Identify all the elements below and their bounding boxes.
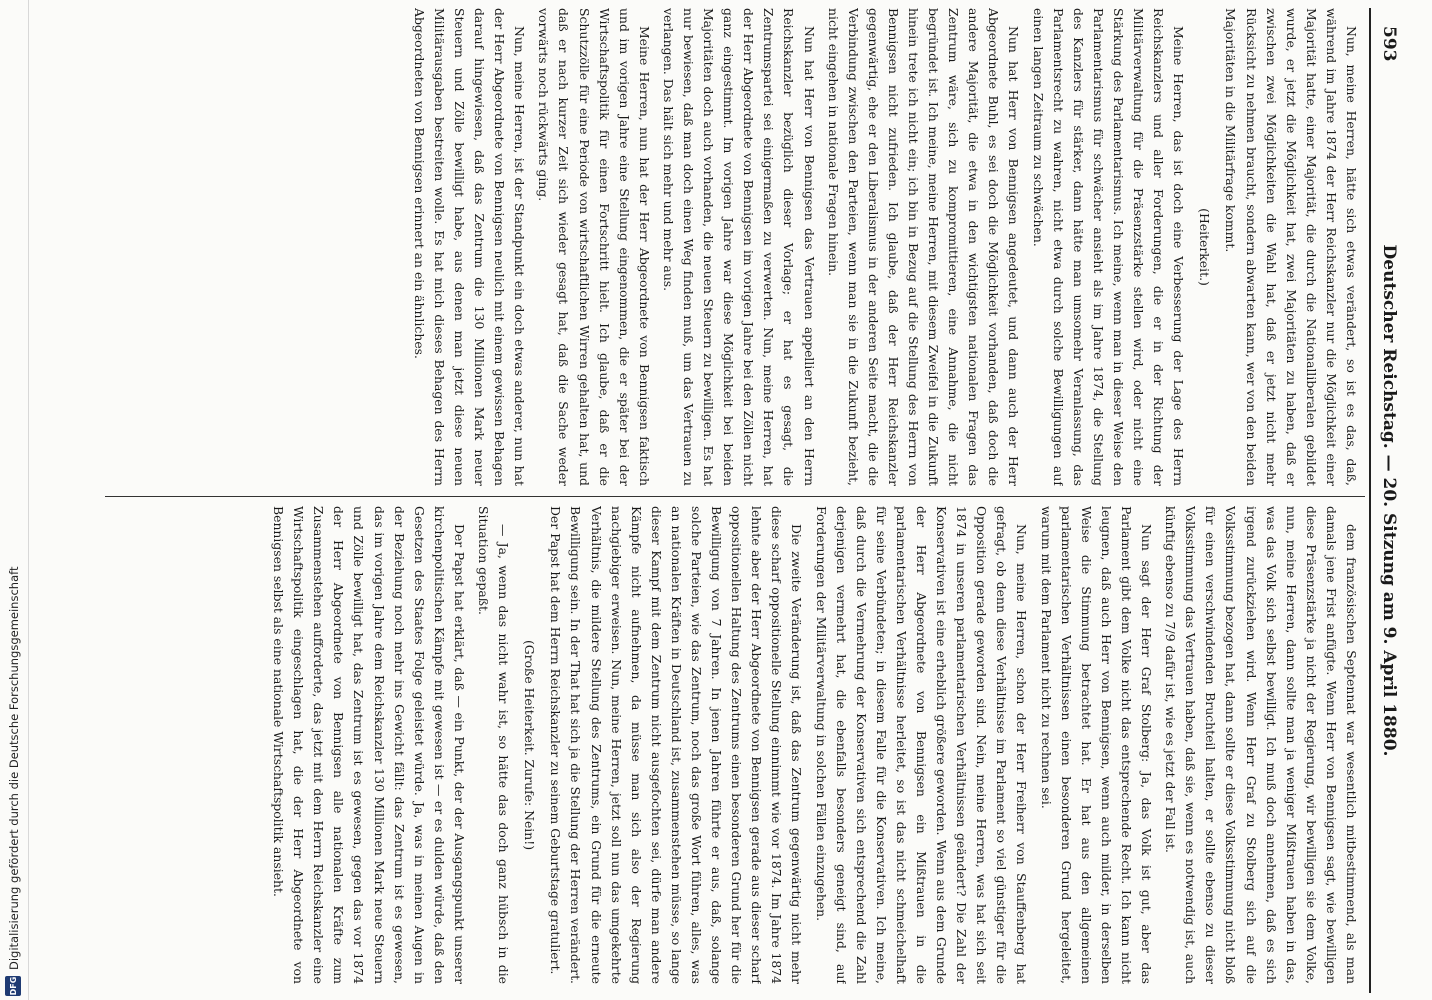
paragraph: Nun, meine Herren, schon der Herr Freiherr von Stauffenberg hat gefragt, ob denn diese Verhältnisse im Parlament so viel günstiger für die Opposition gerade geworden sind. Nein, meine Herren, was hat sich seit 1874 in unseren parlamentarischen Verhältnissen geändert? Die Zahl der Konservativen ist eine erheblich größere geworden. Wenn aus dem Grunde der Herr Abgeordnete von Bennigsen ein Mißtrauen in die parlamentarischen Verhältnisse herleitet, so ist das nicht schmeichelhaft für seine Verbündeten; in diesem Falle für die Konservativen. Ich meine, daß durch die Vermehrung der Konservativen sich entsprechend die Zahl derjenigen vermehrt hat, die ebenfalls besonders geneigt sind, auf Forderungen der Militärverwaltung in solchen Fällen einzugehen. (813, 506, 1030, 984)
stage-direction: (Heiterkeit.) (1197, 208, 1213, 286)
paragraph: Nun sagt der Herr Graf Stolberg: Ja, das Volk ist gut, aber das Parlament gibt dem Volke nicht das entsprechende Recht. Ich kann nicht leugnen, daß auch Herr von Bennigsen, wenn auch milder, in derselben Weise die Stimmung betrachtet hat. Er hat aus den allgemeinen parlamentarischen Verhältnissen einen besonderen Grund hergeleitet, warum mit dem Parlament nicht zu rechnen sei. (1038, 506, 1155, 984)
stage-direction: (Große Heiterkeit. Zurufe: Nein!) (522, 639, 538, 851)
paragraph: Nun, meine Herren, ist der Standpunkt ein doch etwas anderer, nun hat der Herr Abgeordnete von Bennigsen neulich mit einem gewissen Behagen darauf hingewiesen, daß das Zentrum die 130 Millionen Mark neuer Steuern und Zölle bewilligt habe, aus denen man jetzt diese neuen Militärausgaben bestreiten wolle. Es hat mich dieses Behagen des Herrn Abgeordneten von Bennigsen erinnert an ein ähnliches. (411, 8, 528, 486)
column-divider (105, 496, 1365, 497)
page-edge-line (28, 0, 29, 1000)
dfg-logo: DFG (5, 976, 21, 996)
paragraph: Nun hat Herr von Bennigsen das Vertrauen appelliert an den Herrn Reichskanzler bezüglich dieser Vorlage; er hat es gesagt, die Zentrumspartei sei einigermaßen zu verwerten. Nun, meine Herren, hat der Herr Abgeordnete von Bennigsen im vorigen Jahre bei den Zöllen nicht ganz eingestimmt. Im vorigen Jahre war diese Möglichkeit bei beiden Majoritäten doch auch vorhanden, die neuen Steuern zu bewilligen. Es hat nur bewiesen, daß man doch einen Weg finden muß, um das Vertrauen zu verlangen. Das hält sich mehr und mehr aus. (660, 8, 817, 486)
paragraph: Der Papst hat erklärt, daß — ein Punkt, der der Ausgangspunkt unserer kirchenpolitischen Kämpfe mit gewesen ist — er es dulden würde, daß den Gesetzen des Staates Folge geleistet würde. Ja, was in meinen Augen in der Beziehung noch mehr ins Gewicht fällt: das Zentrum ist es gewesen, das im vorigen Jahre dem Reichskanzler 130 Millionen Mark neue Steuern und Zölle bewilligt hat, das Zentrum ist es gewesen, gegen das vor 1874 der Herr Abgeordnete von Bennigsen alle nationalen Kräfte zum Zusammenstehen aufforderte, das jetzt mit dem Herrn Reichskanzler eine Wirtschaftspolitik eingeschlagen hat, die der Herr Abgeordnete von Bennigsen selbst als eine nationale Wirtschaftspolitik ansieht. (271, 506, 467, 984)
text-column-left (101, 506, 1361, 984)
rotated-page-content (95, 8, 1405, 993)
paragraph: Die zweite Veränderung ist, daß das Zentrum gegenwärtig nicht mehr diese scharf oppositionelle Stellung einnimmt wie vor 1874. Im Jahre 1874 lehnte aber der Herr Abgeordnete von Bennigsen gerade aus dieser scharf oppositionellen Haltung des Zentrums einen besonderen Grund her für die Bewilligung von 7 Jahren. In jenen Jahren führte er aus, daß, solange solche Parteien, wie das Zentrum, noch das große Wort führen, alles, was an nationalen Kräften in Deutschland ist, zusammenstehen müsse, so lange dieser Kampf mit dem Zentrum nicht ausgefochten sei, dürfe man andere Kämpfe nicht aufnehmen, da müsse man sich also der Regierung nachgiebiger erweisen. Nun, meine Herren, jetzt soll nun das umgekehrte Verhältnis, die mildere Stellung des Zentrums, ein Grund für die erneute Bewilligung sein. In der That hat sich ja die Stellung der Herren verändert. Der Papst hat dem Herrn Reichskanzler zu seinem Geburtstage gratuliert. (548, 506, 805, 984)
running-title: Deutscher Reichstag. — 20. Sitzung am 9. April 1880. (1379, 244, 1399, 757)
paragraph: Nun, meine Herren, hätte sich etwas verändert, so ist es das, daß, während im Jahre 1874 der Herr Reichskanzler nur die Möglichkeit einer Majorität hatte, einer Majorität, die durch die Nationalliberalen gebildet wurde, er jetzt die Möglichkeit hat, zwei Majoritäten zu haben, daß er zwischen zwei Möglichkeiten die Wahl hat, daß er jetzt nicht mehr Rücksicht zu nehmen braucht, sondern abwarten kann, wer von den beiden Majoritäten in die Militärfrage kommt. (1223, 8, 1359, 486)
text-column-right (101, 8, 1361, 486)
paragraph: Meine Herren, nun hat der Herr Abgeordnete von Bennigsen faktisch und im vorigen Jahre eine Stellung eingenommen, die er später bei der Wirtschaftspolitik für einen Fortschritt hielt. Ich glaube, daß er die Schutzzölle für eine Periode von wirtschaftlichen Wirren gehalten hat, und daß er nach kurzer Zeit sich wieder gesagt hat, daß die Sache weder vorwärts noch rückwärts ging. (536, 8, 652, 486)
digitization-footer (2, 0, 28, 1000)
paragraph: dem französischen Septennat war wesentlich mitbestimmend, als man damals jene Frist anfügte. Wenn Herr von Bennigsen sagt, wie bewilligen diese Präsenzstärke ja nicht der Regierung, wir bewilligen sie dem Volke, nun, meine Herren, dann sollte man ja weniger Mißtrauen haben in das, was das Volk sich selbst bewilligt. Ich muß doch annehmen, daß es sich irgend zurückziehen wird. Wenn Herr Graf zu Stolberg sich auf die Volksstimmung bezogen hat, dann sollte er diese Volksstimmung nicht bloß für einen verschwindenden Bruchteil halten, er sollte ebenso zu dieser Volksstimmung das Vertrauen haben, daß sie, wenn es notwendig ist, auch künftig ebenso zu 7/9 dafür ist, wie es jetzt der Fall ist. (1163, 506, 1359, 984)
paragraph: — Ja, wenn das nicht wahr ist, so hätte das doch ganz hübsch in die Situation gepaßt. (476, 506, 512, 984)
page-header (1369, 8, 1405, 993)
paragraph: Nun hat Herr von Bennigsen angedeutet, und dann auch der Herr Abgeordnete Buhl, es sei doch die Möglichkeit vorhanden, daß doch die andere Majorität, die etwa in den wichtigsten nationalen Fragen das Zentrum wäre, sich zu kompromittieren, eine Annahme, die nicht begründet ist. Ich meine, meine Herren, mit diesem Zweifel in die Zukunft hinein trete ich nicht ein; ich bin in Bezug auf die Stellung des Herrn von Bennigsen nicht zufrieden. Ich glaube, daß der Herr Reichskanzler gegenwärtig, ehe er den Liberalismus in der anderen Seite macht, die die Verbindung zwischen den Parteien, wenn man sie in die Zukunft bezieht, nicht eingehen in nationale Fragen hinein. (825, 8, 1022, 486)
page-number: 593 (1379, 26, 1399, 62)
footer-text: Digitalisierung gefördert durch die Deutsche Forschungsgemeinschaft (7, 566, 21, 970)
paragraph: Meine Herren, das ist doch eine Verbesserung der Lage des Herrn Reichskanzlers und aller Forderungen, die er in der Richtung der Militärverwaltung für die Präsenzstärke stellen wird, oder nicht eine Stärkung des Parlamentarismus. Ich meine, wenn man in dieser Weise den Parlamentarismus für schwächer ansieht als im Jahre 1874, die Stellung des Kanzlers für stärker, dann hätte man umsomehr Veranlassung, das Parlamentsrecht zu wahren, nicht etwa durch solche Bewilligungen auf einen langen Zeitraum zu schwächen. (1030, 8, 1187, 486)
